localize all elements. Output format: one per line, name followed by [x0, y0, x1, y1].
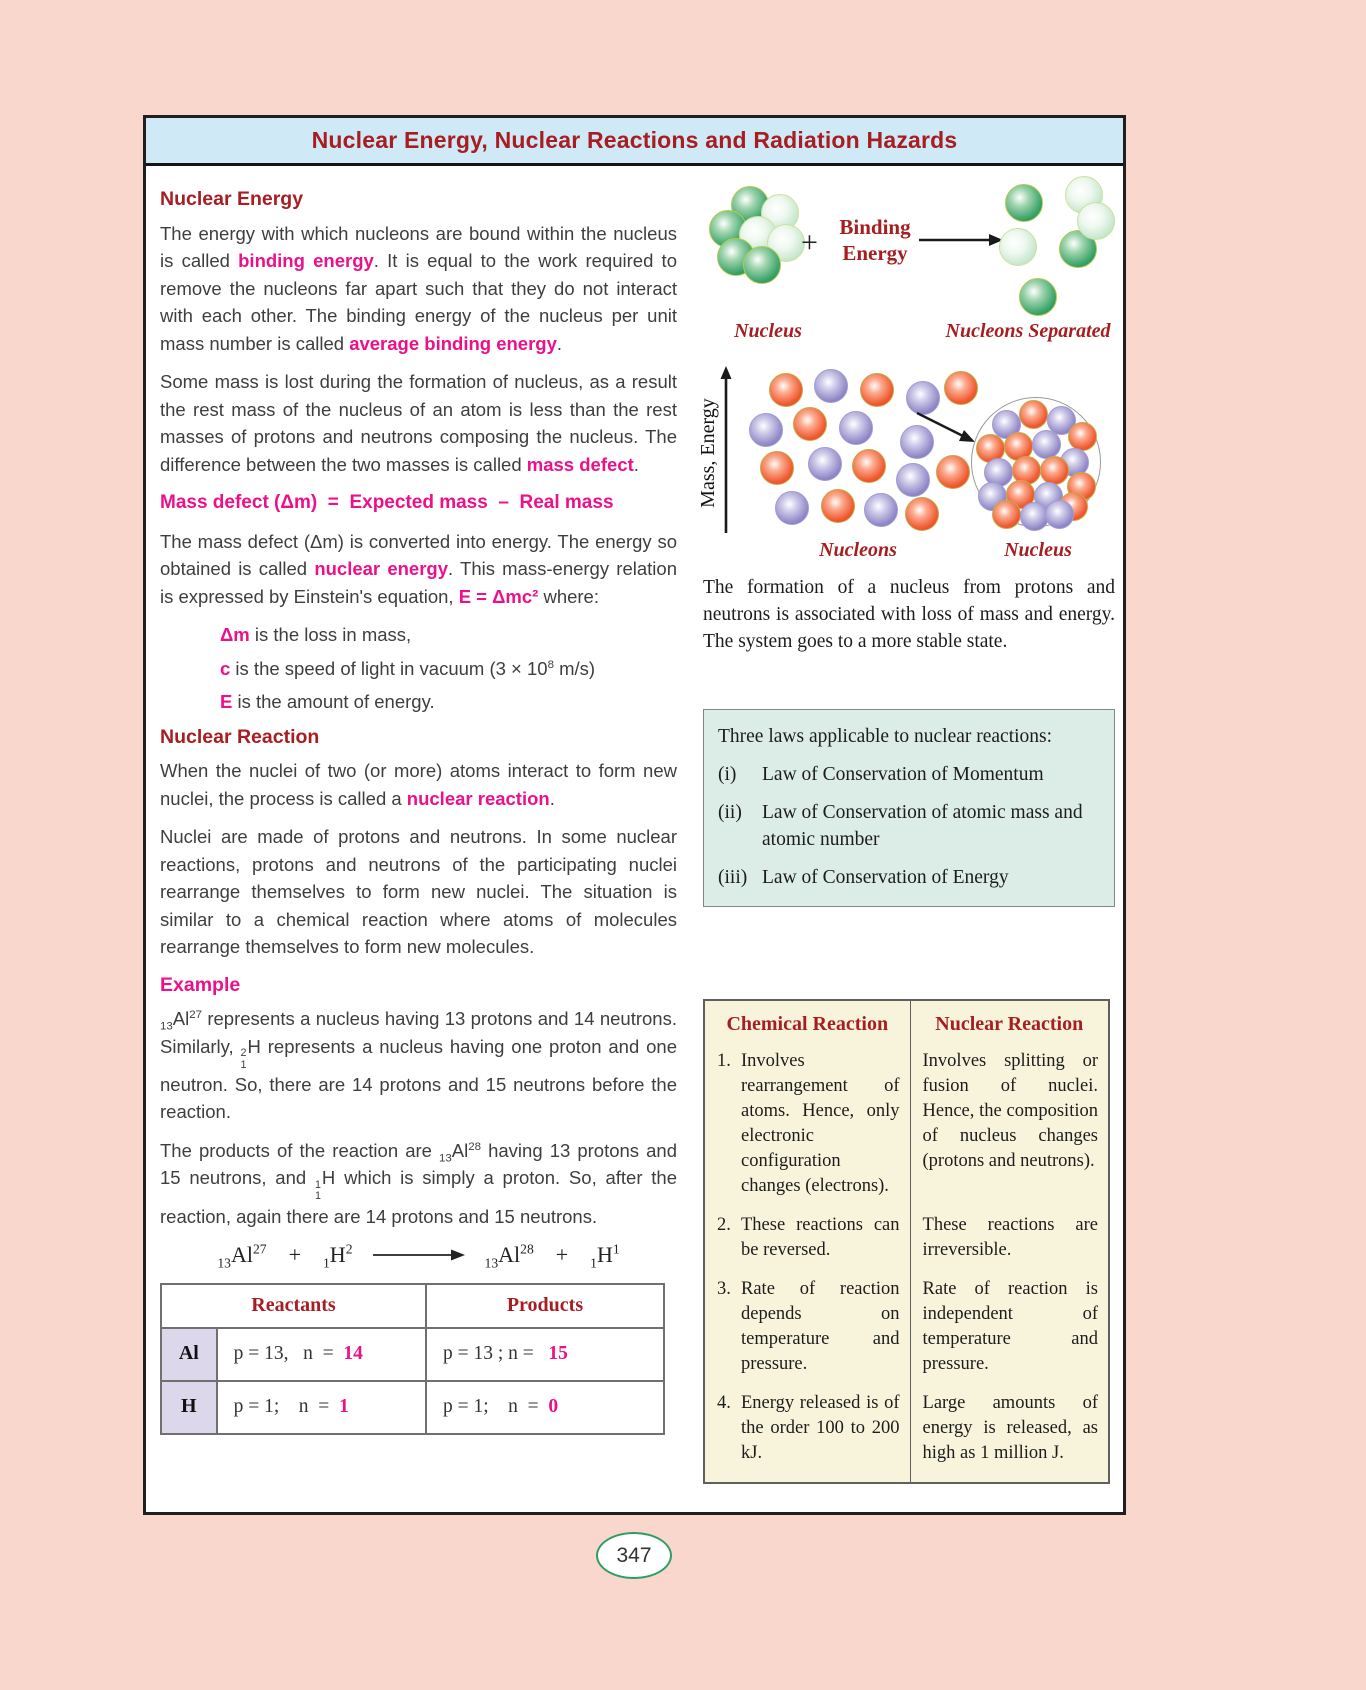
law-item: [718, 799, 1100, 853]
law-number: (i): [718, 764, 737, 785]
page-number: 347: [616, 1543, 652, 1567]
table-header-row: [161, 1284, 664, 1328]
reactants-products-table: [160, 1283, 665, 1435]
chemical-reaction-cell: [705, 1268, 911, 1382]
nucleus-circle-illustration: [971, 397, 1101, 527]
paragraph-example-products: The products of the reaction are $_{13}Al^{28}$ having 13 protons and 15 neutrons, and 1 1 H which is simply a proton. So, after the reaction, again there are 14 protons and 15 neutrons.: [160, 1139, 678, 1227]
element-label-cell: H: [161, 1381, 217, 1434]
nucleon-sphere: [839, 411, 873, 445]
nucleon-sphere: [936, 455, 970, 489]
law-number: (iii): [718, 867, 748, 888]
table-row: [161, 1381, 664, 1434]
row-number: 3.: [717, 1279, 731, 1299]
nucleon-sphere: [775, 491, 809, 525]
chemical-reaction-cell: [705, 1040, 911, 1204]
content-card: [143, 115, 1126, 1515]
chemical-reaction-cell: [705, 1204, 911, 1268]
nuclide-term: $_{13}Al^{28}$: [484, 1241, 534, 1271]
right-column: [697, 168, 1115, 1484]
right-arrow-icon: [917, 232, 1005, 248]
nucleon-sphere: [852, 449, 886, 483]
chemical-reaction-header: Chemical Reaction: [705, 1001, 911, 1040]
plus-sign: +: [555, 1242, 569, 1268]
nuclear-reaction-cell: Large amounts of energy is released, as high as 1 million J.: [922, 1393, 1098, 1463]
paragraph-nuclei-composition: Nuclei are made of protons and neutrons. In some nuclear reactions, protons and neutrons of the participating nuclei rearrange themselves to form new nuclei. The situation is similar to a chemical reaction where atoms of molecules rearrange themselves to form new molecules.: [160, 826, 677, 957]
section-heading-nuclear-energy: Nuclear Energy: [160, 188, 304, 210]
law-item: [718, 864, 1100, 891]
paragraph-binding-energy: The energy with which nucleons are bound within the nucleus is called binding energy. It is equal to the work required to remove the nucleons far apart such that they do not interact with each other. The binding energy of the nucleus per unit mass number is called average binding energy.: [160, 222, 677, 354]
comparison-row: [705, 1204, 1108, 1268]
reactants-header: Reactants: [161, 1284, 426, 1328]
law-text: Law of Conservation of Momentum: [762, 764, 1044, 785]
page-title: Nuclear Energy, Nuclear Reactions and Radiation Hazards: [311, 127, 958, 153]
nucleon-sphere: [793, 407, 827, 441]
comparison-row: [705, 1268, 1108, 1382]
row-number: 2.: [717, 1215, 731, 1235]
products-header: Products: [426, 1284, 664, 1328]
three-laws-box: [703, 709, 1115, 907]
nucleus-cluster-illustration: [709, 186, 809, 286]
definition-e: E is the amount of energy.: [220, 691, 435, 712]
reaction-arrow-icon: [371, 1248, 467, 1262]
nucleon-sphere: [749, 413, 783, 447]
mass-energy-axis-arrow-icon: [717, 365, 735, 537]
fig2-nucleus-label: Nucleus: [1004, 539, 1072, 561]
chemical-reaction-text: These reactions can be reversed.: [741, 1215, 900, 1260]
row-number: 4.: [717, 1393, 731, 1413]
equation-definitions: [220, 621, 677, 716]
chemical-reaction-text: Involves rearrangement of atoms. Hence, only electronic configuration changes (electrons).: [741, 1051, 900, 1196]
plus-sign: +: [801, 226, 818, 259]
reactants-cell: p = 13, n = 14: [217, 1328, 426, 1381]
laws-box-title: Three laws applicable to nuclear reactions:: [718, 726, 1053, 747]
nucleon-sphere: [769, 373, 803, 407]
comparison-table: [703, 999, 1110, 1484]
nucleon-sphere: [992, 500, 1021, 529]
chemical-reaction-cell: [705, 1382, 911, 1482]
nucleon-sphere: [1019, 278, 1057, 316]
nucleon-sphere: [743, 246, 781, 284]
nuclear-reaction-cell: Involves splitting or fusion of nuclei. Hence, the composition of nucleus changes (protons and neutrons).: [922, 1051, 1098, 1171]
nucleon-sphere: [896, 463, 930, 497]
nuclide-term: $_{13}Al^{27}$: [217, 1241, 267, 1271]
nucleon-sphere: [864, 493, 898, 527]
definition-delta-m: Δm is the loss in mass,: [220, 624, 412, 645]
nucleon-sphere: [944, 371, 978, 405]
law-item: [718, 761, 1100, 788]
nucleon-sphere: [760, 451, 794, 485]
law-text: Law of Conservation of Energy: [762, 867, 1009, 888]
nucleon-sphere: [808, 447, 842, 481]
law-number: (ii): [718, 802, 742, 823]
scattered-nucleons-illustration: [739, 367, 983, 535]
nucleons-label: Nucleons: [819, 539, 897, 561]
nuclide-term: $_1H^2$: [322, 1241, 353, 1271]
nuclear-reaction-header: Nuclear Reaction: [935, 1013, 1084, 1035]
comparison-table-body: [705, 1040, 1108, 1482]
table-row: [161, 1328, 664, 1381]
reactants-cell: p = 1; n = 1: [217, 1381, 426, 1434]
page-number-badge: [596, 1532, 672, 1579]
plus-sign: +: [288, 1242, 301, 1268]
law-text: Law of Conservation of atomic mass and atomic number: [762, 802, 1083, 850]
section-heading-nuclear-reaction: Nuclear Reaction: [160, 725, 320, 748]
nucleon-sphere: [821, 489, 855, 523]
definition-c: c is the speed of light in vacuum ($3 \times 10^8$ m/s): [220, 657, 596, 679]
chemical-reaction-text: Energy released is of the order 100 to 200 kJ.: [741, 1393, 900, 1463]
reaction-equation: [160, 1241, 677, 1269]
comparison-table-header-row: [705, 1001, 1108, 1040]
page-header: [146, 118, 1123, 166]
paragraph-nuclear-reaction-definition: When the nuclei of two (or more) atoms interact to form new nuclei, the process is called a nuclear reaction.: [160, 760, 677, 809]
fig1-nucleus-label: Nucleus: [734, 320, 802, 342]
nucleon-sphere: [1019, 400, 1048, 429]
paragraph-nuclear-energy: The mass defect (Δm) is converted into energy. The energy so obtained is called nuclear energy. This mass-energy relation is expressed by Einstein's equation, E = Δmc² where:: [160, 530, 677, 607]
figure-mass-energy: [697, 363, 1115, 568]
nuclear-reaction-cell: These reactions are irreversible.: [922, 1215, 1098, 1260]
nucleons-separated-label: Nucleons Separated: [945, 320, 1111, 342]
mass-defect-formula: Mass defect (Δm) = Expected mass – Real mass: [160, 492, 614, 513]
laws-list: [718, 761, 1100, 891]
nucleon-sphere: [905, 497, 939, 531]
paragraph-example-reactants: $_{13}Al^{27}$ represents a nucleus having 13 protons and 14 neutrons. Similarly, 2 1 H represents a nucleus having one proton and one neutron. So, there are 14 protons and 15 neutrons before the reaction.: [160, 1008, 677, 1123]
nucleon-sphere: [1032, 430, 1061, 459]
nucleon-sphere: [1040, 456, 1069, 485]
nucleon-sphere: [814, 369, 848, 403]
figure-caption: The formation of a nucleus from protons and neutrons is associated with loss of mass and energy. The system goes to a more stable state.: [703, 577, 1115, 652]
binding-energy-label: Binding Energy: [839, 215, 911, 265]
nucleon-sphere: [1068, 422, 1097, 451]
left-column: [160, 178, 677, 1435]
comparison-row: [705, 1040, 1108, 1204]
paragraph-mass-loss: Some mass is lost during the formation of nucleus, as a result the rest mass of the nucleus of an atom is less than the rest masses of protons and neutrons composing the nucleus. The difference between the two masses is called mass defect.: [160, 371, 677, 475]
section-heading-example: Example: [160, 973, 241, 996]
element-label-cell: Al: [161, 1328, 217, 1381]
diagonal-arrow-icon: [915, 407, 977, 451]
nucleon-sphere: [1077, 202, 1115, 240]
nuclide-term: $_1H^1$: [590, 1241, 620, 1271]
comparison-row: [705, 1382, 1108, 1482]
products-cell: p = 1; n = 0: [426, 1381, 664, 1434]
chemical-reaction-text: Rate of reaction depends on temperature and pressure.: [741, 1279, 900, 1374]
nucleon-sphere: [860, 373, 894, 407]
nuclear-reaction-cell: Rate of reaction is independent of temperature and pressure.: [922, 1279, 1098, 1374]
nucleon-sphere: [1045, 500, 1074, 529]
mass-energy-axis-label: Mass, Energy: [697, 398, 719, 508]
figure-binding-energy: [703, 174, 1115, 349]
nucleon-sphere: [999, 228, 1037, 266]
nucleon-sphere: [1005, 184, 1043, 222]
products-cell: p = 13 ; n = 15: [426, 1328, 664, 1381]
row-number: 1.: [717, 1051, 731, 1071]
